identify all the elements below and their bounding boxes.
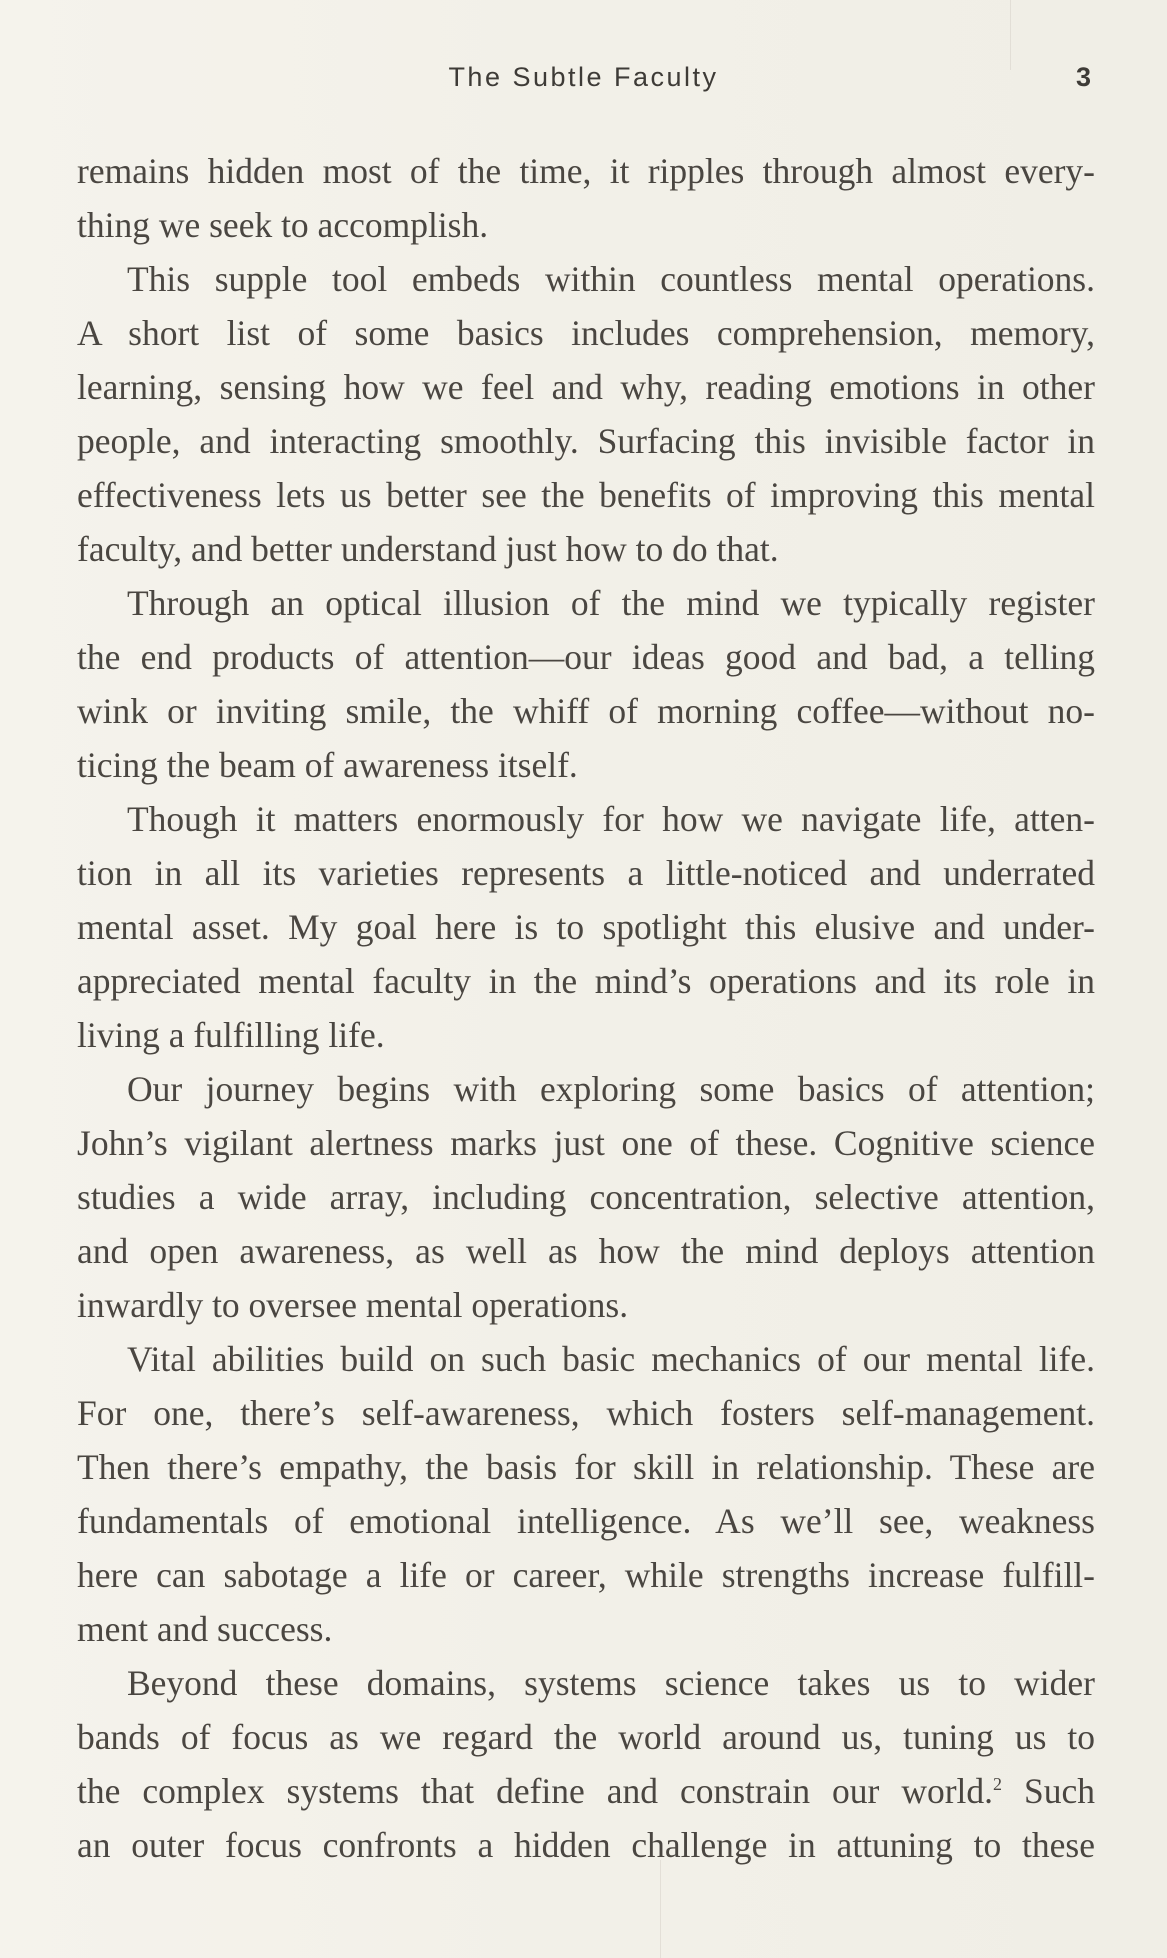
text-line: mental asset. My goal here is to spotlight this elusive and under- bbox=[77, 907, 1095, 947]
text-line-segment: the complex systems that define and constrain our world. bbox=[77, 1771, 994, 1811]
text-line: ment and success. bbox=[77, 1609, 333, 1649]
text-line: Vital abilities build on such basic mechanics of our mental life. bbox=[127, 1339, 1095, 1379]
text-line: learning, sensing how we feel and why, reading emotions in other bbox=[77, 367, 1095, 407]
text-line: effectiveness lets us better see the benefits of improving this mental bbox=[77, 475, 1095, 515]
text-line: John’s vigilant alertness marks just one of these. Cognitive science bbox=[77, 1123, 1095, 1163]
text-line: tion in all its varieties represents a little-noticed and underrated bbox=[77, 853, 1095, 893]
text-line: studies a wide array, including concentration, selective attention, bbox=[77, 1177, 1095, 1217]
text-line: Then there’s empathy, the basis for skill in relationship. These are bbox=[77, 1447, 1095, 1487]
text-line: remains hidden most of the time, it ripples through almost every- bbox=[77, 151, 1095, 191]
text-line: here can sabotage a life or career, while strengths increase fulfill- bbox=[77, 1555, 1095, 1595]
text-line-segment: Such bbox=[1002, 1771, 1096, 1811]
text-line: inwardly to oversee mental operations. bbox=[77, 1285, 629, 1325]
text-line: bands of focus as we regard the world around us, tuning us to bbox=[77, 1717, 1095, 1757]
page-number: 3 bbox=[1075, 62, 1091, 92]
paper-crease bbox=[660, 1860, 661, 1958]
text-line: appreciated mental faculty in the mind’s operations and its role in bbox=[77, 961, 1095, 1001]
text-line: Through an optical illusion of the mind we typically register bbox=[127, 583, 1095, 623]
text-line: fundamentals of emotional intelligence. As we’ll see, weakness bbox=[77, 1501, 1095, 1541]
running-head: The Subtle Faculty bbox=[448, 62, 719, 92]
text-line: and open awareness, as well as how the mind deploys attention bbox=[77, 1231, 1095, 1271]
text-line: Beyond these domains, systems science takes us to wider bbox=[127, 1663, 1095, 1703]
paper-crease bbox=[1010, 0, 1011, 70]
text-line: an outer focus confronts a hidden challenge in attuning to these bbox=[77, 1825, 1095, 1865]
page-header bbox=[0, 62, 1167, 102]
text-line: living a fulfilling life. bbox=[77, 1015, 385, 1055]
text-line: wink or inviting smile, the whiff of morning coffee—without no- bbox=[77, 691, 1095, 731]
text-line-with-footnote bbox=[77, 1764, 1095, 1818]
text-line: Our journey begins with exploring some basics of attention; bbox=[127, 1069, 1095, 1109]
text-line: ticing the beam of awareness itself. bbox=[77, 745, 578, 785]
text-line: This supple tool embeds within countless mental operations. bbox=[127, 259, 1095, 299]
text-line: A short list of some basics includes comprehension, memory, bbox=[77, 313, 1095, 353]
text-line: For one, there’s self-awareness, which fosters self-management. bbox=[77, 1393, 1095, 1433]
text-line: people, and interacting smoothly. Surfacing this invisible factor in bbox=[77, 421, 1095, 461]
text-line: faculty, and better understand just how to do that. bbox=[77, 529, 779, 569]
text-line: the end products of attention—our ideas good and bad, a telling bbox=[77, 637, 1095, 677]
text-line: thing we seek to accomplish. bbox=[77, 205, 489, 245]
body-text bbox=[77, 144, 1095, 1872]
footnote-marker: 2 bbox=[993, 1774, 1003, 1795]
text-line: Though it matters enormously for how we navigate life, atten- bbox=[127, 799, 1095, 839]
